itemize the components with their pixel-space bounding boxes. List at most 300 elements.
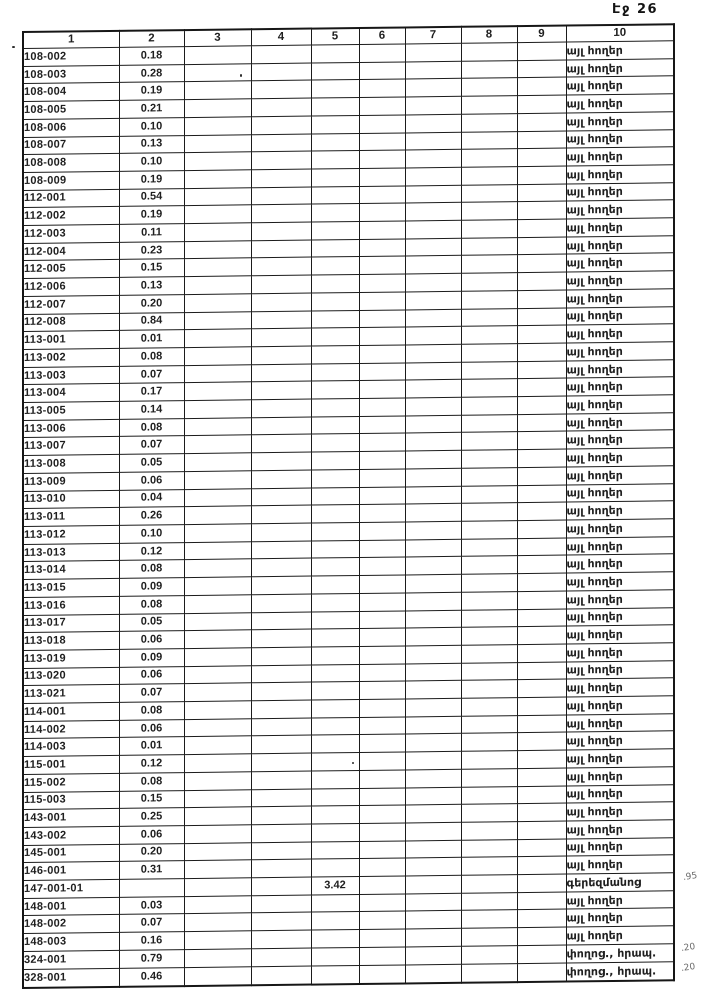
cell-5 [311,823,359,841]
cell-9 [517,77,566,95]
cell-code: 112-003 [23,224,119,243]
cell-land-type: այլ հողեր [566,182,674,201]
cell-5 [311,505,359,523]
cell-6 [359,805,405,823]
cell-9 [517,821,566,839]
cell-7 [405,433,461,451]
cell-3 [184,719,251,737]
cell-6 [359,717,405,735]
cell-8 [461,574,517,592]
cell-6 [359,345,405,363]
cell-area: 0.19 [119,170,184,188]
cell-4 [251,505,311,523]
cell-7 [405,43,461,61]
cell-9 [517,573,566,591]
cell-4 [251,204,311,222]
cell-7 [405,203,461,221]
cell-land-type: այլ հողեր [566,289,674,308]
cell-5 [311,646,359,664]
cell-4 [251,541,311,559]
cell-3 [184,559,251,577]
cell-9 [517,768,566,786]
cell-land-type: այլ հողեր [566,713,674,732]
cell-area: 0.07 [119,684,184,702]
cell-4 [251,948,311,966]
cell-4 [251,364,311,382]
cell-7 [405,256,461,274]
cell-6 [359,681,405,699]
cell-land-type: փողոց., հրապ. [566,961,674,981]
cell-area [119,879,184,897]
cell-3 [184,258,251,276]
cell-6 [359,44,405,62]
cell-5 [311,540,359,558]
cell-7 [405,610,461,628]
cell-6 [359,787,405,805]
cell-code: 148-002 [23,915,119,934]
cell-4 [251,470,311,488]
cell-9 [517,237,566,255]
cell-land-type: այլ հողեր [566,448,674,467]
cell-3 [184,966,251,986]
cell-5 [311,204,359,222]
cell-area: 0.18 [119,47,184,65]
handwritten-margin-note: .20 [680,962,696,974]
cell-6 [359,929,405,947]
cell-3 [184,276,251,294]
cell-3 [184,488,251,506]
cell-9 [517,538,566,556]
cell-8 [461,432,517,450]
cell-4 [251,718,311,736]
cell-6 [359,398,405,416]
cell-3 [184,541,251,559]
cell-code: 113-015 [23,578,119,597]
cell-area: 0.09 [119,578,184,596]
cell-9 [517,201,566,219]
cell-7 [405,486,461,504]
cell-7 [405,893,461,911]
cell-area: 0.04 [119,489,184,507]
cell-4 [251,913,311,931]
cell-land-type: այլ հողեր [566,112,674,131]
cell-7 [405,132,461,150]
cell-9 [517,945,566,963]
cell-code: 112-002 [23,207,119,226]
cell-5 [311,629,359,647]
cell-land-type: այլ հողեր [566,377,674,396]
scan-speck [352,762,354,764]
cell-6 [359,770,405,788]
cell-7 [405,840,461,858]
column-header-5: 5 [311,28,359,45]
cell-9 [517,750,566,768]
cell-3 [184,329,251,347]
cell-7 [405,273,461,291]
cell-9 [517,839,566,857]
cell-land-type: այլ հողեր [566,696,674,715]
cell-9 [517,166,566,184]
cell-5 [311,930,359,948]
cell-7 [405,928,461,946]
cell-5 [311,912,359,930]
cell-3 [184,630,251,648]
cell-7 [405,468,461,486]
cell-7 [405,822,461,840]
cell-9 [517,414,566,432]
cell-6 [359,132,405,150]
cell-3 [184,842,251,860]
cell-area: 0.06 [119,666,184,684]
cell-8 [461,822,517,840]
cell-code: 108-009 [23,171,119,190]
cell-7 [405,380,461,398]
land-parcel-table [22,23,675,989]
cell-4 [251,612,311,630]
cell-land-type: այլ հողեր [566,94,674,113]
cell-8 [461,113,517,131]
cell-4 [251,789,311,807]
scan-speck [240,74,242,77]
cell-5 [311,222,359,240]
cell-9 [517,892,566,910]
cell-6 [359,947,405,965]
cell-area: 0.23 [119,241,184,259]
cell-code: 112-005 [23,260,119,279]
cell-land-type: այլ հողեր [566,572,674,591]
cell-3 [184,825,251,843]
handwritten-margin-note: .95 [682,871,698,883]
cell-5 [311,399,359,417]
cell-7 [405,769,461,787]
cell-9 [517,254,566,272]
cell-land-type: այլ հողեր [566,536,674,555]
cell-land-type: այլ հողեր [566,200,674,219]
cell-code: 113-012 [23,525,119,544]
cell-8 [461,414,517,432]
cell-5 [311,363,359,381]
cell-6 [359,310,405,328]
cell-8 [461,503,517,521]
cell-area: 0.09 [119,648,184,666]
cell-6 [359,168,405,186]
cell-3 [184,435,251,453]
cell-6 [359,469,405,487]
cell-6 [359,363,405,381]
cell-land-type: այլ հողեր [566,678,674,697]
cell-land-type: այլ հողեր [566,359,674,378]
cell-4 [251,842,311,860]
cell-3 [184,612,251,630]
cell-5 [311,310,359,328]
cell-8 [461,131,517,149]
cell-7 [405,327,461,345]
cell-4 [251,700,311,718]
cell-land-type: այլ հողեր [566,342,674,361]
cell-6 [359,734,405,752]
cell-area: 0.08 [119,702,184,720]
cell-8 [461,768,517,786]
cell-9 [517,909,566,927]
cell-9 [517,963,566,983]
cell-area: 0.79 [119,949,184,967]
cell-area: 0.13 [119,135,184,153]
cell-land-type: այլ հողեր [566,837,674,856]
cell-7 [405,557,461,575]
cell-code: 148-003 [23,933,119,952]
cell-4 [251,98,311,116]
cell-3 [184,931,251,949]
cell-9 [517,290,566,308]
cell-7 [405,167,461,185]
cell-3 [184,577,251,595]
cell-5 [311,841,359,859]
cell-7 [405,61,461,79]
cell-land-type: այլ հողեր [566,306,674,325]
cell-code: 113-005 [23,401,119,420]
cell-5: 3.42 [311,877,359,895]
cell-5 [311,239,359,257]
cell-6 [359,256,405,274]
cell-8 [461,450,517,468]
cell-9 [517,715,566,733]
cell-4 [251,682,311,700]
cell-4 [251,576,311,594]
cell-land-type: այլ հողեր [566,129,674,148]
cell-7 [405,150,461,168]
cell-code: 113-011 [23,508,119,527]
cell-4 [251,735,311,753]
cell-area: 0.12 [119,542,184,560]
cell-4 [251,399,311,417]
cell-land-type: այլ հողեր [566,501,674,520]
cell-3 [184,364,251,382]
cell-code: 113-001 [23,331,119,350]
cell-land-type: այլ հողեր [566,660,674,679]
cell-4 [251,346,311,364]
cell-code: 112-004 [23,242,119,261]
cell-4 [251,558,311,576]
cell-area: 0.15 [119,790,184,808]
cell-land-type: այլ հողեր [566,802,674,821]
cell-7 [405,114,461,132]
cell-7 [405,645,461,663]
cell-3 [184,170,251,188]
cell-4 [251,187,311,205]
cell-land-type: այլ հողեր [566,235,674,254]
handwritten-margin-note: .20 [680,942,696,954]
cell-6 [359,221,405,239]
cell-land-type: գերեզմանոց [566,873,674,892]
cell-area: 0.31 [119,861,184,879]
cell-code: 114-001 [23,702,119,721]
cell-8 [461,680,517,698]
cell-area: 0.08 [119,772,184,790]
cell-7 [405,805,461,823]
cell-5 [311,292,359,310]
cell-area: 0.12 [119,755,184,773]
cell-area: 0.06 [119,719,184,737]
cell-6 [359,522,405,540]
cell-land-type: այլ հողեր [566,820,674,839]
cell-6 [359,203,405,221]
cell-6 [359,186,405,204]
cell-7 [405,504,461,522]
cell-5 [311,45,359,63]
cell-code: 114-003 [23,738,119,757]
cell-8 [461,60,517,78]
cell-area: 0.10 [119,117,184,135]
cell-land-type: այլ հողեր [566,643,674,662]
cell-code: 143-002 [23,826,119,845]
cell-6 [359,752,405,770]
cell-5 [311,664,359,682]
cell-code: 115-001 [23,755,119,774]
cell-land-type: այլ հողեր [566,749,674,768]
column-header-2: 2 [119,30,184,47]
cell-5 [311,576,359,594]
cell-code: 108-002 [23,47,119,66]
cell-land-type: այլ հողեր [566,519,674,538]
scanned-sheet [22,23,675,989]
cell-9 [517,502,566,520]
cell-8 [461,167,517,185]
cell-3 [184,807,251,825]
cell-6 [359,911,405,929]
cell-9 [517,272,566,290]
cell-8 [461,78,517,96]
cell-5 [311,62,359,80]
cell-code: 112-008 [23,313,119,332]
cell-3 [184,701,251,719]
cell-3 [184,382,251,400]
cell-area: 0.19 [119,206,184,224]
cell-code: 113-004 [23,384,119,403]
cell-5 [311,558,359,576]
cell-7 [405,574,461,592]
cell-land-type: այլ հողեր [566,483,674,502]
cell-3 [184,294,251,312]
cell-area: 0.11 [119,224,184,242]
cell-9 [517,874,566,892]
cell-6 [359,575,405,593]
cell-5 [311,859,359,877]
cell-8 [461,733,517,751]
cell-3 [184,205,251,223]
cell-5 [311,381,359,399]
cell-4 [251,895,311,913]
cell-5 [311,965,359,985]
cell-area: 0.08 [119,348,184,366]
cell-code: 114-002 [23,720,119,739]
cell-9 [517,803,566,821]
cell-8 [461,556,517,574]
cell-land-type: այլ հողեր [566,41,674,60]
cell-4 [251,328,311,346]
cell-7 [405,698,461,716]
cell-7 [405,362,461,380]
cell-9 [517,644,566,662]
cell-5 [311,947,359,965]
cell-8 [461,698,517,716]
cell-6 [359,858,405,876]
cell-8 [461,609,517,627]
cell-land-type: այլ հողեր [566,76,674,95]
cell-6 [359,239,405,257]
cell-land-type: այլ հողեր [566,891,674,910]
cell-6 [359,62,405,80]
cell-8 [461,467,517,485]
cell-5 [311,735,359,753]
cell-6 [359,664,405,682]
cell-4 [251,169,311,187]
cell-5 [311,593,359,611]
cell-4 [251,452,311,470]
cell-code: 112-007 [23,295,119,314]
cell-6 [359,699,405,717]
cell-6 [359,451,405,469]
cell-code: 113-002 [23,348,119,367]
cell-8 [461,751,517,769]
cell-3 [184,506,251,524]
cell-7 [405,751,461,769]
cell-4 [251,647,311,665]
cell-7 [405,875,461,893]
cell-land-type: այլ հողեր [566,58,674,77]
cell-4 [251,311,311,329]
cell-5 [311,717,359,735]
cell-4 [251,134,311,152]
cell-3 [184,754,251,772]
cell-code: 113-010 [23,490,119,509]
cell-area: 0.10 [119,525,184,543]
cell-code: 147-001-01 [23,879,119,898]
cell-code: 113-021 [23,685,119,704]
cell-7 [405,79,461,97]
cell-code: 108-004 [23,83,119,102]
cell-8 [461,202,517,220]
cell-3 [184,117,251,135]
cell-8 [461,43,517,61]
cell-code: 113-018 [23,632,119,651]
cell-land-type: այլ հողեր [566,908,674,927]
cell-7 [405,291,461,309]
cell-6 [359,150,405,168]
cell-6 [359,504,405,522]
cell-code: 113-016 [23,596,119,615]
cell-5 [311,98,359,116]
cell-4 [251,80,311,98]
cell-code: 108-003 [23,65,119,84]
cell-6 [359,557,405,575]
cell-area: 0.15 [119,259,184,277]
cell-3 [184,736,251,754]
cell-code: 113-013 [23,543,119,562]
scan-speck [12,46,15,48]
cell-8 [461,857,517,875]
cell-4 [251,258,311,276]
cell-6 [359,593,405,611]
cell-6 [359,115,405,133]
cell-7 [405,238,461,256]
cell-4 [251,753,311,771]
cell-land-type: այլ հողեր [566,147,674,166]
cell-8 [461,379,517,397]
cell-8 [461,149,517,167]
cell-4 [251,435,311,453]
cell-8 [461,308,517,326]
cell-land-type: այլ հողեր [566,855,674,874]
